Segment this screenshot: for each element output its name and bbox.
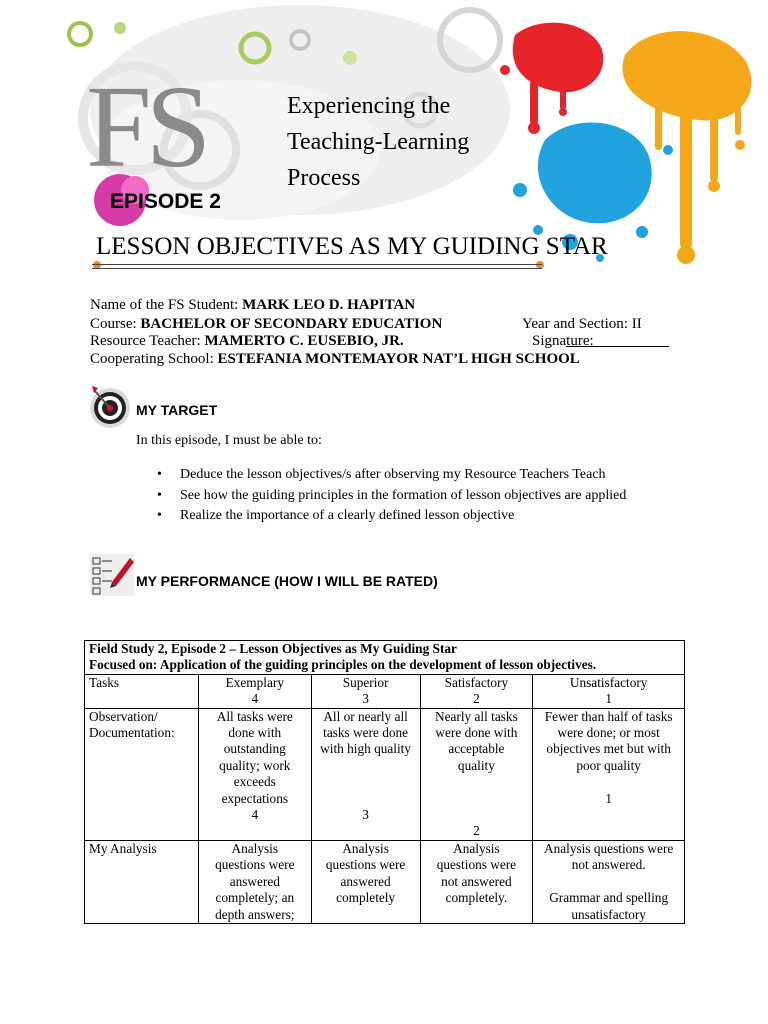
- table-cell: [311, 708, 420, 840]
- table-cell: [85, 708, 199, 840]
- cell-line: questions were: [215, 857, 295, 873]
- cell-line: poor quality: [576, 757, 641, 773]
- cell-line: outstanding: [223, 741, 286, 757]
- school-line: [90, 351, 580, 368]
- student-name-label: Name of the FS Student:: [90, 297, 239, 313]
- table-cell: [311, 840, 420, 923]
- cell-line: expectations: [221, 790, 289, 806]
- cell-line: objectives met but with: [546, 741, 671, 757]
- list-item: • See how the guiding principles in the formation of lesson objectives are applied: [157, 486, 626, 507]
- module-subtitle: [287, 88, 527, 196]
- cell-line: Analysis: [231, 840, 279, 856]
- column-header-score: 4: [251, 691, 259, 707]
- cell-line: questions were: [325, 857, 406, 873]
- table-cell: [533, 708, 685, 840]
- column-header-label: Tasks: [89, 674, 120, 690]
- cell-line: Analysis: [453, 840, 500, 856]
- cell-line: 4: [251, 807, 259, 823]
- school-value: ESTEFANIA MONTEMAYOR NAT’L HIGH SCHOOL: [217, 351, 580, 367]
- cell-line: not answered: [441, 873, 512, 889]
- fs-logo-text: FS: [86, 61, 206, 192]
- my-performance-heading: MY PERFORMANCE (HOW I WILL BE RATED): [136, 573, 438, 589]
- episode-label: EPISODE 2: [110, 190, 221, 213]
- cell-line: questions were: [436, 857, 517, 873]
- cell-line: [425, 774, 529, 790]
- cell-line: My Analysis: [89, 840, 157, 856]
- table-cell: [198, 708, 311, 840]
- rubric-focus: Focused on: Application of the guiding principles on the development of lesson objectives.: [89, 657, 597, 673]
- title-underline: [92, 268, 542, 269]
- cell-line: acceptable: [448, 741, 505, 757]
- course-line: [90, 316, 442, 333]
- target-icon: [86, 384, 134, 430]
- column-header: [198, 674, 311, 708]
- cell-line: tasks were done: [323, 725, 409, 741]
- cell-line: 1: [605, 790, 612, 806]
- table-cell: [420, 840, 533, 923]
- student-name-line: [90, 297, 415, 314]
- rubric-heading: [85, 641, 685, 675]
- cell-line: were done with: [435, 725, 518, 741]
- subtitle-line: Experiencing the: [287, 93, 451, 119]
- cell-line: not answered.: [571, 857, 646, 873]
- table-row: [85, 641, 685, 675]
- column-header-score: 2: [473, 691, 480, 707]
- cell-line: 3: [362, 807, 369, 823]
- cell-line: completely.: [445, 890, 508, 906]
- cell-line: All tasks were: [216, 708, 293, 724]
- cell-line: All or nearly all: [323, 708, 408, 724]
- rubric-title: Field Study 2, Episode 2 – Lesson Objectives as My Guiding Star: [89, 641, 457, 656]
- subtitle-line: Process: [287, 165, 361, 191]
- cell-line: Documentation:: [89, 725, 175, 741]
- column-header: [311, 674, 420, 708]
- my-target-heading: MY TARGET: [136, 402, 218, 418]
- cell-line: 2: [473, 823, 480, 839]
- school-label: Cooperating School:: [90, 351, 214, 367]
- column-header-label: Unsatisfactory: [569, 674, 648, 690]
- target-intro: In this episode, I must be able to:: [136, 433, 322, 448]
- table-row: [85, 674, 685, 708]
- column-header: [420, 674, 533, 708]
- signature-line: [566, 346, 669, 347]
- column-header: [85, 674, 199, 708]
- signature-label: Signature:: [532, 333, 594, 349]
- column-header-score: 3: [362, 691, 369, 707]
- cell-line: [316, 791, 416, 807]
- cell-line: Analysis questions were: [544, 840, 674, 856]
- cell-line: Grammar and spelling: [549, 890, 669, 906]
- column-header-score: 1: [605, 691, 612, 707]
- cell-line: were done; or most: [557, 725, 660, 741]
- subtitle-line: Teaching-Learning: [287, 129, 470, 155]
- cell-line: quality; work: [219, 757, 291, 773]
- cell-line: quality: [457, 757, 495, 773]
- cell-line: completely: [336, 890, 396, 906]
- title-underline: [92, 264, 542, 265]
- cell-line: Fewer than half of tasks: [544, 708, 673, 724]
- cell-line: [425, 807, 529, 823]
- list-item: • Deduce the lesson objectives/s after observing my Resource Teachers Teach: [157, 465, 626, 486]
- column-header: [533, 674, 685, 708]
- list-item: • Realize the importance of a clearly defined lesson objective: [157, 506, 626, 527]
- cell-line: [537, 874, 680, 890]
- cell-line: [316, 774, 416, 790]
- year-section: Year and Section: II: [522, 316, 642, 332]
- cell-line: with high quality: [320, 741, 412, 757]
- course-value: BACHELOR OF SECONDARY EDUCATION: [140, 316, 443, 332]
- cell-line: done with: [228, 725, 282, 741]
- table-cell: [85, 840, 199, 923]
- column-header-label: Satisfactory: [444, 674, 509, 690]
- rubric-table: [84, 640, 685, 924]
- cell-line: answered: [229, 873, 280, 889]
- cell-line: answered: [340, 873, 391, 889]
- column-header-label: Superior: [342, 674, 389, 690]
- checklist-icon: [90, 552, 136, 598]
- teacher-line: [90, 333, 404, 350]
- cell-line: Nearly all tasks: [435, 708, 518, 724]
- column-header-label: Exemplary: [225, 674, 284, 690]
- course-label: Course:: [90, 316, 137, 332]
- cell-line: Observation/: [89, 708, 158, 724]
- target-list: [157, 465, 626, 527]
- cell-line: unsatisfactory: [571, 906, 646, 922]
- table-cell: [533, 840, 685, 923]
- lesson-title: LESSON OBJECTIVES AS MY GUIDING STAR: [96, 233, 608, 260]
- cell-line: exceeds: [233, 774, 276, 790]
- table-cell: [198, 840, 311, 923]
- cell-line: depth answers;: [215, 906, 295, 922]
- table-row: [85, 708, 685, 840]
- cell-line: Analysis: [342, 840, 389, 856]
- cell-line: completely; an: [215, 890, 295, 906]
- teacher-value: MAMERTO C. EUSEBIO, JR.: [204, 333, 404, 349]
- cell-line: [425, 791, 529, 807]
- cell-line: [537, 774, 680, 790]
- table-row: [85, 840, 685, 923]
- teacher-label: Resource Teacher:: [90, 333, 201, 349]
- cell-line: [316, 758, 416, 774]
- student-name-value: MARK LEO D. HAPITAN: [242, 297, 416, 313]
- table-cell: [420, 708, 533, 840]
